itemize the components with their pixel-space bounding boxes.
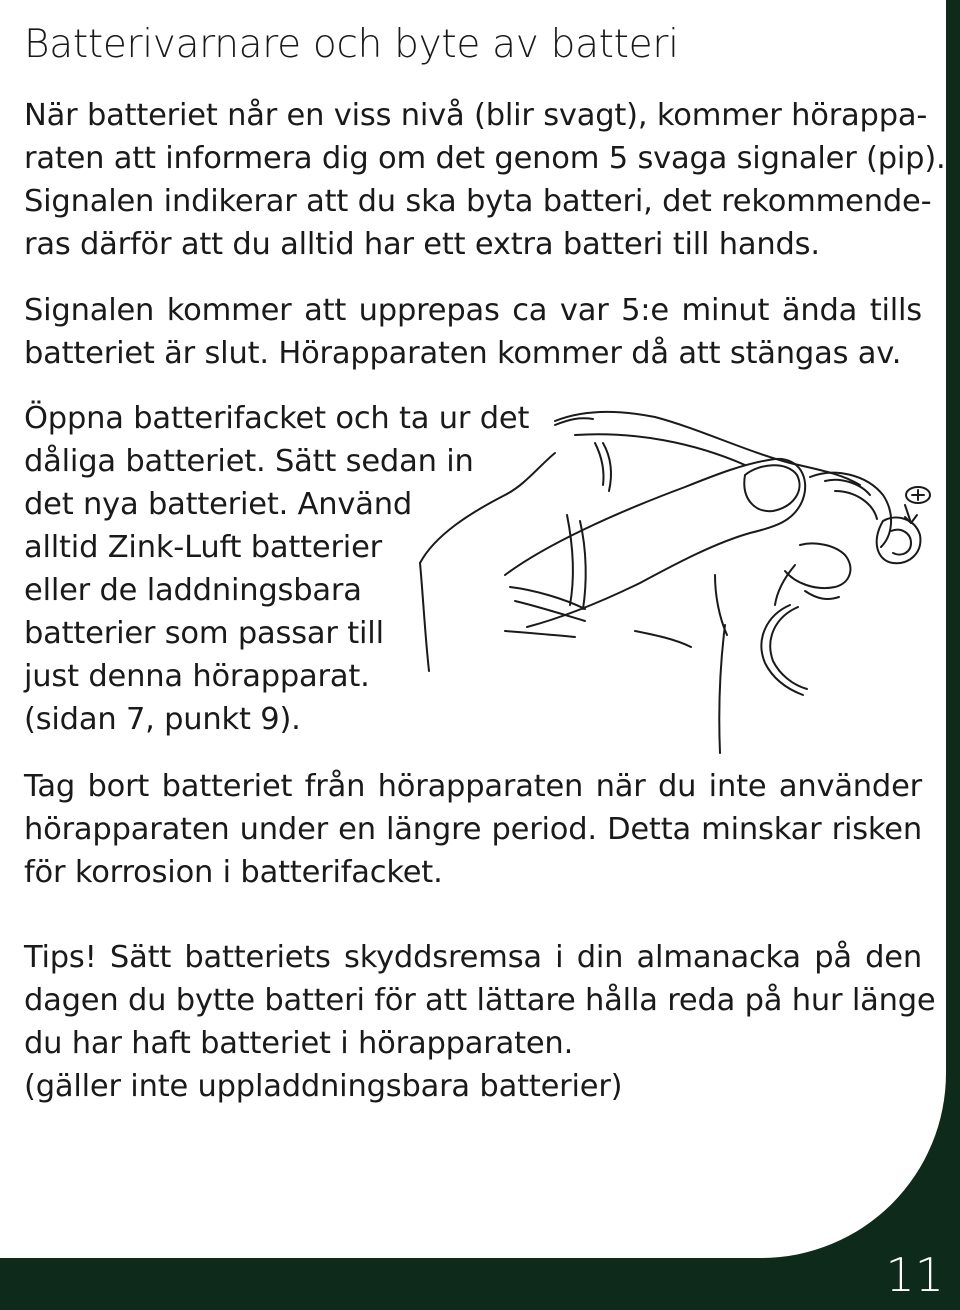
paragraph-remove-battery bbox=[24, 765, 922, 894]
text-line: just denna hörapparat. bbox=[24, 659, 370, 694]
paragraph-battery-warning bbox=[24, 94, 946, 266]
text-line: eller de laddningsbara bbox=[24, 573, 362, 608]
text-line: Öppna batterifacket och ta ur det bbox=[24, 401, 530, 436]
text-line: När batteriet når en viss nivå (blir svagt), kommer hörappa- bbox=[24, 98, 928, 133]
text-line: hörapparaten under en längre period. Detta minskar risken bbox=[24, 812, 922, 847]
text-line: alltid Zink-Luft batterier bbox=[24, 530, 382, 565]
hand-inserting-battery-icon bbox=[415, 395, 935, 765]
text-line: för korrosion i batterifacket. bbox=[24, 855, 443, 890]
text-line: (gäller inte uppladdningsbara batterier) bbox=[24, 1069, 623, 1104]
text-line: ras därför att du alltid har ett extra batteri till hands. bbox=[24, 227, 820, 262]
text-line: dåliga batteriet. Sätt sedan in bbox=[24, 444, 474, 479]
text-line: Signalen indikerar att du ska byta batteri, det rekommende- bbox=[24, 184, 932, 219]
hand-inserting-battery-illustration bbox=[415, 395, 935, 765]
text-line: batteriet är slut. Hörapparaten kommer då att stängas av. bbox=[24, 336, 902, 371]
paragraph-tips bbox=[24, 936, 936, 1108]
text-line: raten att informera dig om det genom 5 svaga signaler (pip). bbox=[24, 141, 946, 176]
text-line: Tag bort batteriet från hörapparaten när du inte använder bbox=[24, 769, 922, 804]
paragraph-signal-repeat bbox=[24, 289, 922, 375]
text-line: det nya batteriet. Använd bbox=[24, 487, 413, 522]
text-line: du har haft batteriet i hörapparaten. bbox=[24, 1026, 574, 1061]
text-line: batterier som passar till bbox=[24, 616, 384, 651]
page-number: 11 bbox=[885, 1248, 944, 1302]
text-line: Tips! Sätt batteriets skyddsremsa i din almanacka på den bbox=[24, 940, 922, 975]
text-line: (sidan 7, punkt 9). bbox=[24, 702, 301, 737]
text-line: dagen du bytte batteri för att lättare hålla reda på hur länge bbox=[24, 983, 936, 1018]
page-title: Batterivarnare och byte av batteri bbox=[24, 22, 679, 67]
text-line: Signalen kommer att upprepas ca var 5:e minut ända tills bbox=[24, 293, 922, 328]
